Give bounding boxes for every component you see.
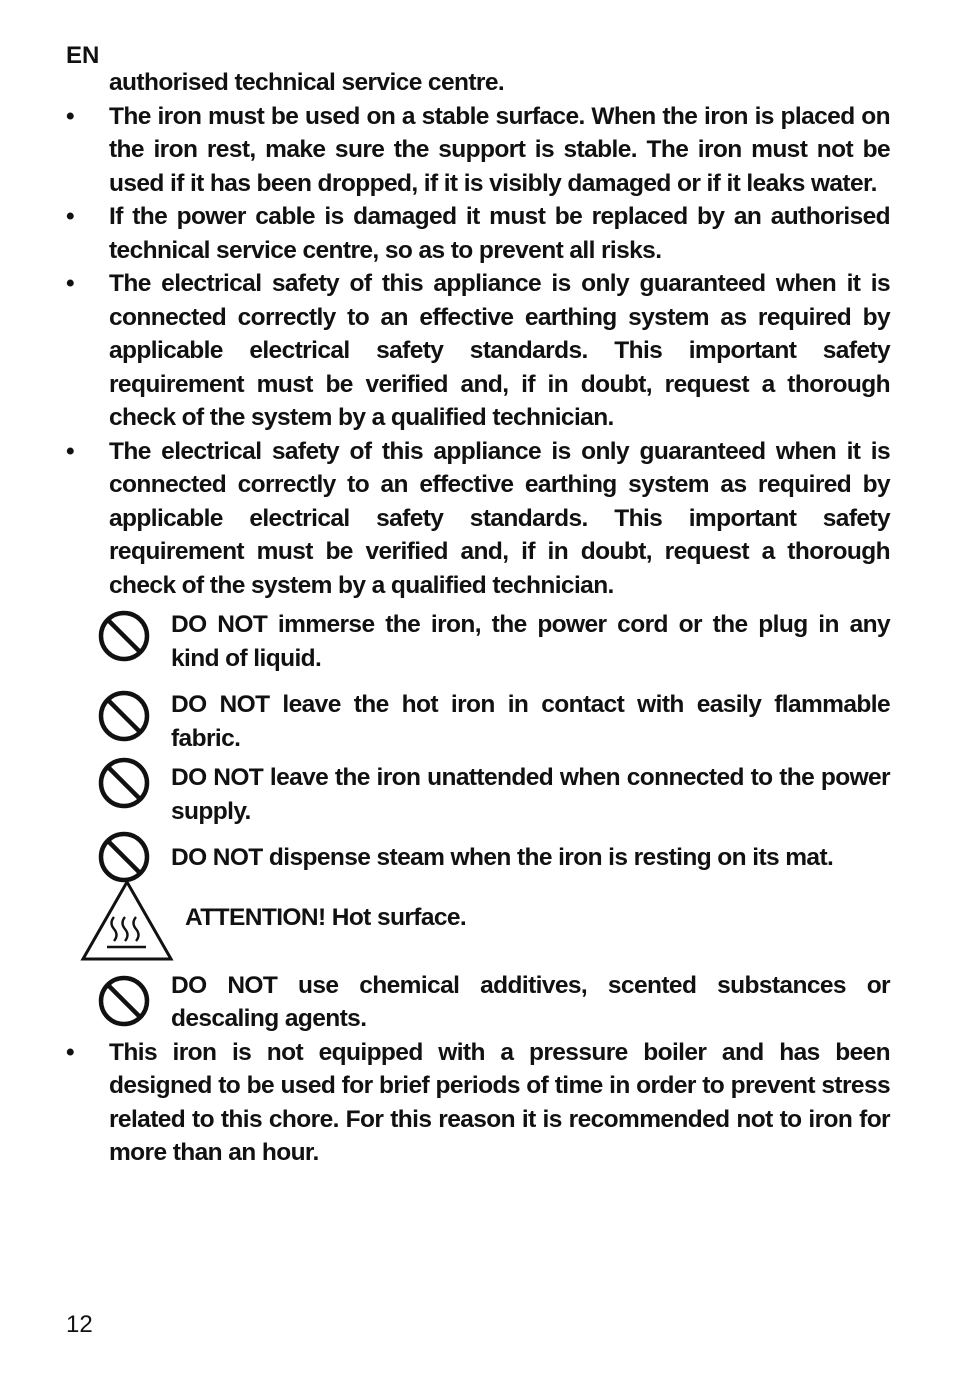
attention-text: ATTENTION! Hot surface.	[185, 903, 467, 931]
bullet-item	[66, 267, 890, 435]
warning-item	[66, 969, 890, 1036]
bullet-item	[66, 100, 890, 201]
manual-page-content	[66, 66, 890, 1170]
bullet-mark: •	[66, 437, 74, 465]
prohibition-icon	[98, 831, 150, 883]
warning-item	[66, 688, 890, 755]
warning-item	[66, 841, 890, 875]
prohibition-icon	[98, 690, 150, 742]
attention-hot-surface	[66, 879, 890, 965]
warning-item	[66, 761, 890, 828]
continuation-text: authorised technical service centre.	[109, 69, 505, 96]
warning-text: DO NOT immerse the iron, the power cord or the plug in any kind of liquid.	[171, 611, 890, 672]
warning-text: DO NOT leave the hot iron in contact with easily flammable fabric.	[171, 691, 890, 752]
bullet-item	[66, 435, 890, 603]
bullet-text: The electrical safety of this appliance is only guaranteed when it is connected correctly to an effective earthing system as required by applicable electrical safety standards. This important safety requirement must be verified and, if in doubt, request a thorough check of the system by a qualified technician.	[109, 437, 890, 599]
bullet-mark: •	[66, 203, 74, 230]
bullet-mark: •	[66, 270, 74, 297]
bullet-text: If the power cable is damaged it must be replaced by an authorised technical service centre, so as to prevent all risks.	[109, 203, 890, 264]
bullet-item	[66, 1036, 890, 1170]
warning-text: DO NOT dispense steam when the iron is resting on its mat.	[171, 844, 834, 871]
warning-text: DO NOT use chemical additives, scented substances or descaling agents.	[171, 971, 890, 1032]
page-number: 12	[66, 1311, 93, 1338]
bullet-mark: •	[66, 1038, 74, 1066]
prohibition-icon	[98, 975, 150, 1027]
bullet-text: The electrical safety of this appliance is only guaranteed when it is connected correctly to an effective earthing system as required by applicable electrical safety standards. This important safety requirement must be verified and, if in doubt, request a thorough check of the system by a qualified technician.	[109, 270, 890, 431]
warning-item	[66, 608, 890, 675]
bullet-mark: •	[66, 102, 74, 130]
hot-surface-warning-icon	[80, 879, 174, 963]
bullet-text: This iron is not equipped with a pressure boiler and has been designed to be used for brief periods of time in order to prevent stress related to this chore. For this reason it is recommended not to iron for more than an hour.	[109, 1038, 890, 1166]
bullet-text: The iron must be used on a stable surface. When the iron is placed on the iron rest, make sure the support is stable. The iron must not be used if it has been dropped, if it is visibly damaged or if it leaks water.	[109, 102, 890, 197]
prohibition-icon	[98, 610, 150, 662]
language-tag: EN	[66, 42, 100, 69]
prohibition-icon	[98, 757, 150, 809]
bullet-item	[66, 200, 890, 267]
warning-text: DO NOT leave the iron unattended when connected to the power supply.	[171, 764, 890, 825]
